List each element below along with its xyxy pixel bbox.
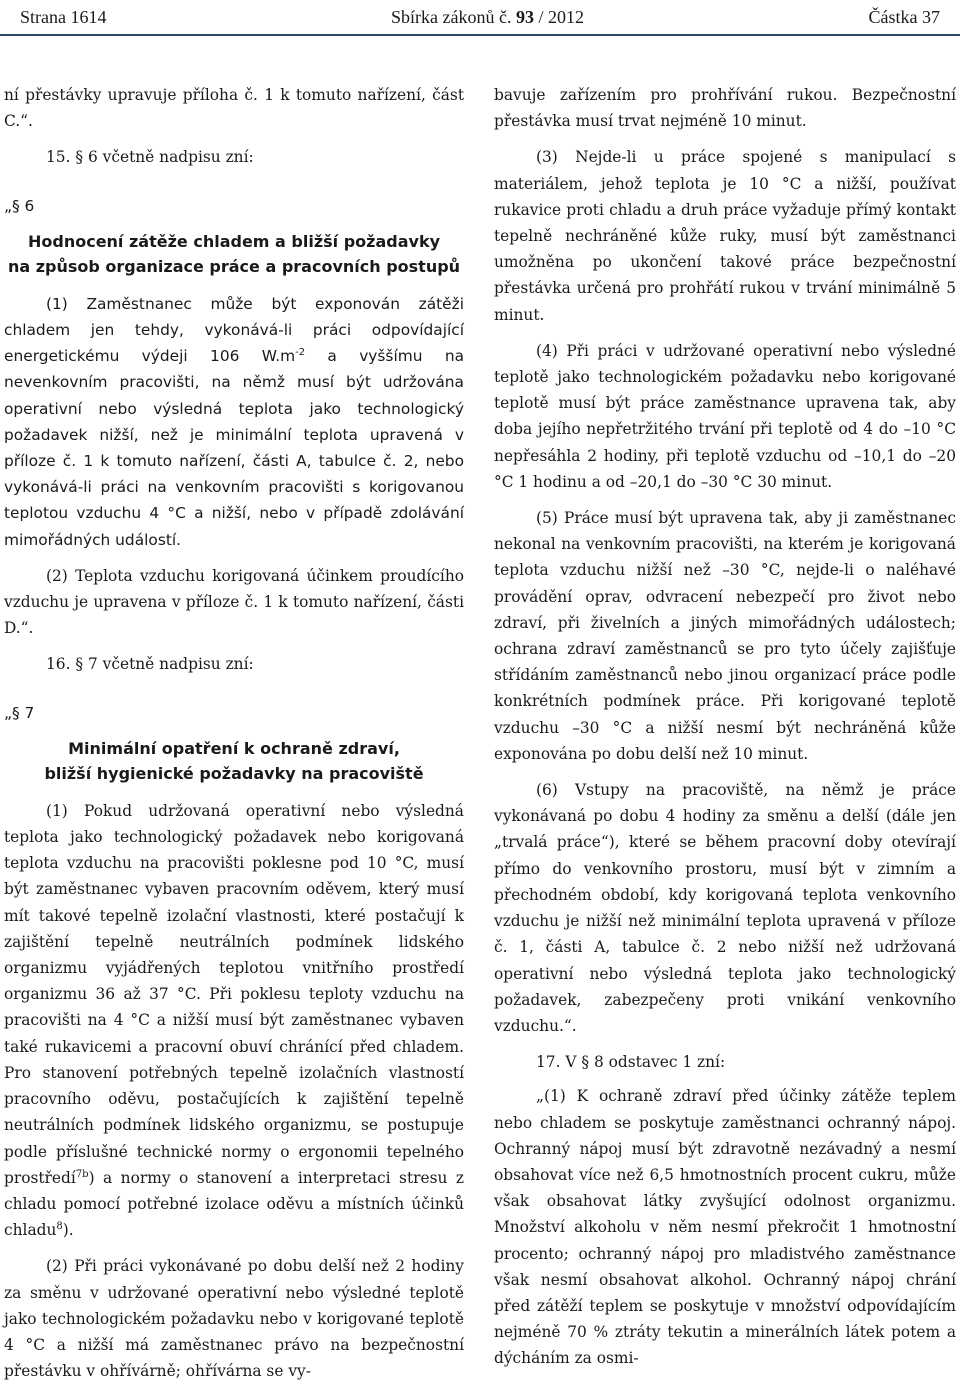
paragraph-7-4: (4) Při práci v udržované operativní nebo výsledné teplotě jako technologickém požadavku nebo korigované teplotě musí být práce zaměstnance upravena tak, aby doba jejího nepřetržitého trvání při teplotě od 4 do –10 °C nepřesáhla 2 hodiny, při teplotě vzduchu od –10,1 do –20 °C 1 hodinu a od –20,1 do –30 °C 30 minut. — [494, 341, 956, 491]
paragraph-7-6: (6) Vstupy na pracoviště, na němž je práce vykonávaná po dobu 4 hodiny za směnu a delší (dále jen „trvalá práce“), které se během pracovní doby otevírají přímo do venkovního prostoru, musí být v zimním a přechodném období, kdy korigovaná teplota venkovního vzduchu je nižší než minimální teplota upravená v příloze č. 1, části A, tabulce č. 2 nebo nižší než udržovaná operativní nebo výsledná teplota jako technologický požadavek, zabezpečeny proti vnikání venkovního vzduchu.“. — [494, 781, 956, 1035]
left-column — [4, 82, 464, 1394]
right-column — [494, 82, 956, 1382]
paragraph-6-1: (1) Zaměstnanec může být exponován zátěži chladem jen tehdy, vykonává-li práci odpovídající energetickému výdeji 106 $W.m^{-2}$ a vyššímu na nevenkovním pracovišti, na němž musí být udržována operativní nebo výsledná teplota jako technologický požadavek nižší, než je minimální teplota upravená v příloze č. 1 k tomuto nařízení, části A, tabulce č. 2, nebo vykonává-li práci na venkovním pracovišti s korigovanou teplotou vzduchu 4 °C a nižší, nebo v případě zdolávání mimořádných událostí. — [4, 294, 464, 549]
paragraph-6-2: (2) Teplota vzduchu korigovaná účinkem proudícího vzduchu je upravena v příloze č. 1 k tomuto nařízení, části D.“. — [4, 566, 464, 638]
page-header — [0, 0, 960, 34]
paragraph-7-5: (5) Práce musí být upravena tak, aby ji zaměstnanec nekonal na venkovním pracovišti, na kterém je korigovaná teplota vzduchu nižší než –30 °C, nejde-li o naléhavé provádění oprav, odvracení nebezpečí pro život nebo zdraví, při živelních a jiných mimořádných událostech; ochrana zdraví zaměstnanců se pro tyto účely zajišťuje střídáním zaměstnanců nebo jinou organizací práce podle konkrétních podmínek práce. Při korigované teplotě vzduchu –30 °C a nižší nesmí být nechráněná kůže exponována po dobu delší než 10 minut. — [494, 509, 956, 763]
section-6-title: Hodnocení zátěže chladem a bližší požadavky na způsob organizace práce a pracovních postupů — [7, 231, 461, 276]
collection-title: Sbírka zákonů č. 93 / 2012 — [391, 6, 584, 27]
page-number: Strana 1614 — [20, 6, 107, 27]
section-7-title: Minimální opatření k ochraně zdraví, bližší hygienické požadavky na pracoviště — [44, 738, 424, 783]
header-rule — [0, 34, 960, 36]
paragraph: ní přestávky upravuje příloha č. 1 k tomuto nařízení, část C.“. — [4, 86, 464, 131]
paragraph-7-2: (2) Při práci vykonávané po dobu delší než 2 hodiny za směnu v udržované operativní nebo výsledné teplotě jako technologickém požadavku nebo v korigované teplotě 4 °C a nižší má zaměstnanec právo na bezpečnostní přestávku v ohřívárně; ohřívárna se vy- — [4, 1257, 464, 1381]
issue-part: Částka 37 — [868, 6, 940, 27]
paragraph-7-3: (3) Nejde-li u práce spojené s manipulací s materiálem, jehož teplota je 10 °C a nižší, používat rukavice proti chladu a druh práce vyžaduje přímý kontakt tepelně nechráněné kůže ruky, musí být zaměstnanci umožněna po ukončení takové práce bezpečnostní přestávka určená pro prohřátí rukou v trvání minimálně 5 minut. — [494, 148, 956, 324]
collection-number: 93 — [515, 6, 534, 27]
amendment-item-17: 17. V § 8 odstavec 1 zní: — [536, 1053, 726, 1072]
paragraph-8-1: „(1) K ochraně zdraví před účinky zátěže teplem nebo chladem se poskytuje zaměstnanci ochranný nápoj. Ochranný nápoj musí být zdravotně nezávadný a nesmí obsahovat více než 6,5 hmotnostních procent cukru, může však obsahovat látky zvyšující odolnost organizmu. Množství alkoholu v něm nesmí překročit 1 hmotnostní procento; ochranný nápoj pro mladistvého zaměstnance však nesmí obsahovat alkohol. Ochranný nápoj chrání před zátěží teplem se poskytuje v množství odpovídajícím nejméně 70 % ztráty tekutin a minerálních látek potem a dýcháním za osmi- — [494, 1087, 956, 1368]
amendment-item-15: 15. § 6 včetně nadpisu zní: — [46, 148, 254, 167]
section-6-heading: „§ 6 — [4, 196, 35, 215]
section-7-heading: „§ 7 — [4, 703, 35, 722]
paragraph: bavuje zařízením pro prohřívání rukou. Bezpečnostní přestávka musí trvat nejméně 10 minut. — [494, 86, 956, 131]
amendment-item-16: 16. § 7 včetně nadpisu zní: — [46, 655, 254, 674]
paragraph-7-1: (1) Pokud udržovaná operativní nebo výsledná teplota jako technologický požadavek nebo korigovaná teplota vzduchu na pracovišti poklesne pod 10 °C, musí být zaměstnanec vybaven pracovním oděvem, který musí mít takové tepelně izolační vlastnosti, které postačují k zajištění tepelně neutrálních podmínek lidského organizmu vyjádřených teplotou vnitřního prostředí organizmu 36 až 37 °C. Při poklesu teploty vzduchu na pracovišti na 4 °C a nižší musí být zaměstnanec vybaven také rukavicemi a pracovní obuví chránící před chladem. Pro stanovení potřebných tepelně izolačních vlastností pracovního oděvu, postačujících k zajištění tepelně neutrálních podmínek lidského organizmu, se postupuje podle příslušné technické normy o ergonomii tepelného prostředí$^{7b}$) a normy o stanovení a interpretaci stresu z chladu pomocí potřebné izolace oděvu a místních účinků chladu$^8$). — [4, 801, 464, 1240]
